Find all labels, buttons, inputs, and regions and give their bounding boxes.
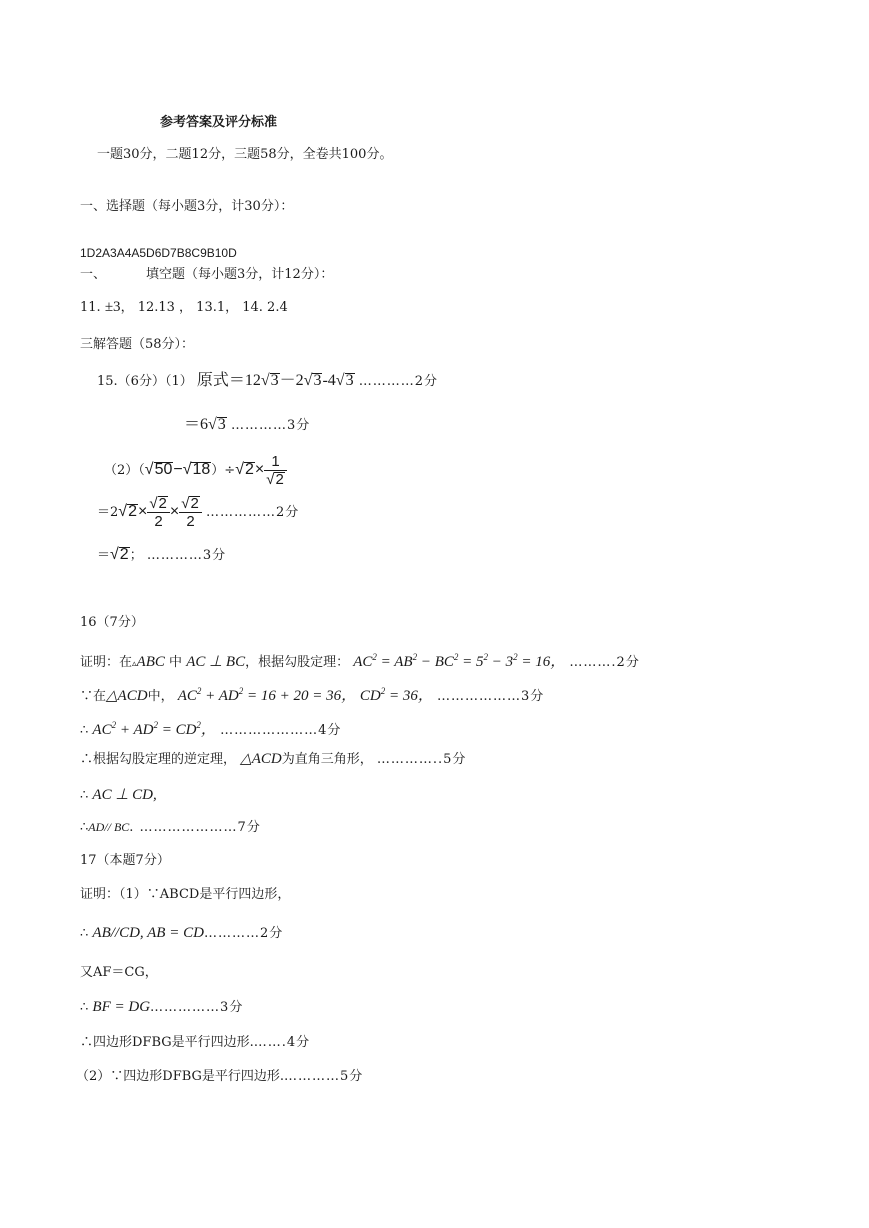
q16-therefore2: ∴根据勾股定理的逆定理， [80, 752, 237, 767]
q16-because: ∵在 [80, 689, 107, 704]
q17-score4: …………5分 [284, 1069, 364, 1084]
q17-label: 17（本题7分） [80, 853, 170, 868]
q15-line1: 15.（6分）（1） 原式＝12√3－2√3-4√3 …………2分 [97, 372, 438, 389]
q15-rad2b: 2 [244, 461, 254, 478]
q17-therefore2: ∴ [80, 1000, 89, 1015]
answer-11-value: ±3 [104, 299, 121, 315]
q16-ac-perp-bc: AC ⊥ BC [186, 654, 246, 670]
q15-line3-frac1: $\frac{√2}{2}$ [147, 495, 170, 530]
q15-times: × [254, 461, 265, 478]
q16-eq2: $AC^2 + AD^2 = 16 + 20 = 36$， $CD^2 = 36$， [177, 686, 433, 704]
q16-line3 [80, 716, 341, 740]
q17-line4-text: （2）∵四边形DFBG是平行四边形. [76, 1069, 285, 1084]
q15-score1: …………2分 [358, 374, 438, 389]
page-title: 参考答案及评分标准 [160, 115, 278, 130]
q15-line4-eq: ＝ [97, 548, 111, 563]
q17-score2: ……………3分 [150, 1000, 244, 1015]
intro-line: 一题30分，二题12分，三题58分，全卷共100分。 [97, 147, 393, 162]
q16-therefore1: ∴ [80, 723, 89, 738]
q16-mid: 中 [169, 655, 183, 670]
q17-also: 又AF＝CG， [80, 965, 158, 980]
section2-heading [80, 266, 333, 284]
q16-line6 [80, 818, 261, 837]
q17-eq2: BF = DG [92, 999, 151, 1015]
section1-heading: 一、选择题（每小题3分，计30分）： [80, 199, 294, 214]
q16-score2: ………………3分 [436, 689, 545, 704]
q17-proof1: 证明：（1）∵ABCD是平行四边形， [80, 887, 291, 902]
q16-therefore4: ∴ [80, 820, 89, 835]
q15-frac-den: 2 [275, 471, 284, 488]
q15-rad2: 3 [313, 372, 322, 389]
q15-line4: ＝√2； …………3分 [97, 546, 227, 563]
section2-heading-num: 一、 [80, 267, 107, 282]
q15-eq2: ＝6 [184, 416, 209, 433]
q15-score2: …………3分 [230, 418, 311, 433]
q16-score3: …………………4分 [220, 723, 342, 738]
q16-right-tri: 为直角三角形， [281, 752, 373, 767]
q15-line2: ＝6√3 …………3分 [184, 416, 311, 433]
q15-rad3: 3 [345, 372, 354, 389]
q15-line3-rad: 2 [128, 503, 137, 520]
q15-line4-score: …………3分 [146, 548, 227, 563]
q16-proof-start: 证明：在 [80, 655, 133, 670]
q16-acd2: △ACD [240, 751, 282, 767]
q16-therefore3: ∴ [80, 788, 89, 803]
q15-minus4: -4 [322, 372, 336, 389]
q15-minus2: －2 [279, 372, 304, 389]
q17-score3: …….4分 [253, 1035, 311, 1050]
q16-mid2: 中， [147, 689, 174, 704]
q17-line4 [80, 998, 243, 1017]
q15-rad1: 3 [270, 372, 279, 389]
q16-line4 [80, 750, 466, 769]
q15-line3: ＝2√2× $\frac{√2}{2}$ × $\frac{√2}{2}$ ……………2分 [97, 495, 300, 530]
q15-close-div: ）÷ [211, 463, 236, 478]
q15-part2-label: （2）（ [104, 463, 145, 478]
q15-fraction: $\frac{1}{√2}$ [264, 453, 287, 488]
q16-score4: …………..5分 [376, 752, 467, 767]
answer-11-label: 11. [80, 300, 101, 315]
q16-tri: ▵ [132, 659, 137, 669]
q17-line6 [76, 1068, 363, 1086]
q15-frac-num: 1 [264, 453, 287, 471]
q15-rad4: 3 [217, 416, 226, 433]
q16-line1 [80, 648, 640, 673]
q15-part2: （2）（√50−√18）÷√2× $\frac{1}{√2}$ [104, 452, 287, 489]
q17-line5 [80, 1034, 310, 1052]
section2-heading-text: 填空题（每小题3分，计12分）： [146, 267, 334, 282]
q16-ad-bc: AD// BC [88, 820, 130, 834]
q17-line2 [80, 924, 283, 943]
answer-rest: ， 12.13 ， 13.1， 14. 2.4 [120, 300, 288, 315]
q16-by-theorem: ，根据勾股定理： [245, 655, 350, 670]
q15-line4-tail: ； [129, 548, 143, 563]
q17-score1: …………2分 [203, 926, 284, 941]
q15-minus: − [173, 461, 183, 478]
q16-eq1: $AC^2 = AB^2 - BC^2 = 5^2 - 3^2 = 16$， [353, 652, 566, 670]
q17-therefore1: ∴ [80, 926, 89, 941]
q17-eq1: AB//CD, AB = CD [92, 925, 204, 941]
q16-ac-perp-cd: AC ⊥ CD, [92, 787, 157, 803]
q15-expr-start: 原式＝12 [196, 372, 261, 389]
q15-line4-rad: 2 [119, 546, 129, 563]
q17-line3-text: ∴四边形DFBG是平行四边形. [80, 1035, 254, 1050]
q16-line2 [80, 682, 544, 706]
q16-abc: ABC [136, 654, 165, 670]
q15-line3-score: ……………2分 [205, 505, 300, 520]
q16-label: 16（7分） [80, 615, 144, 630]
q16-eq3: $AC^2 + AD^2 = CD^2$， [92, 720, 216, 738]
q16-score1: ……….2分 [569, 655, 640, 670]
section2-answers [80, 298, 288, 317]
q15-line3-eq: ＝2 [97, 505, 119, 520]
q16-score5: . …………………7分 [129, 820, 261, 835]
q15-label: 15.（6分）（1） [97, 374, 193, 389]
section3-heading: 三解答题（58分）： [80, 337, 195, 352]
section1-answers: 1D2A3A4A5D6D7B8C9B10D [80, 246, 237, 260]
q15-line3-frac2: $\frac{√2}{2}$ [179, 495, 202, 530]
q15-rad18: 18 [192, 461, 211, 478]
q15-rad50: 50 [154, 461, 173, 478]
q16-acd: △ACD [106, 688, 148, 704]
q16-line5 [80, 786, 157, 805]
